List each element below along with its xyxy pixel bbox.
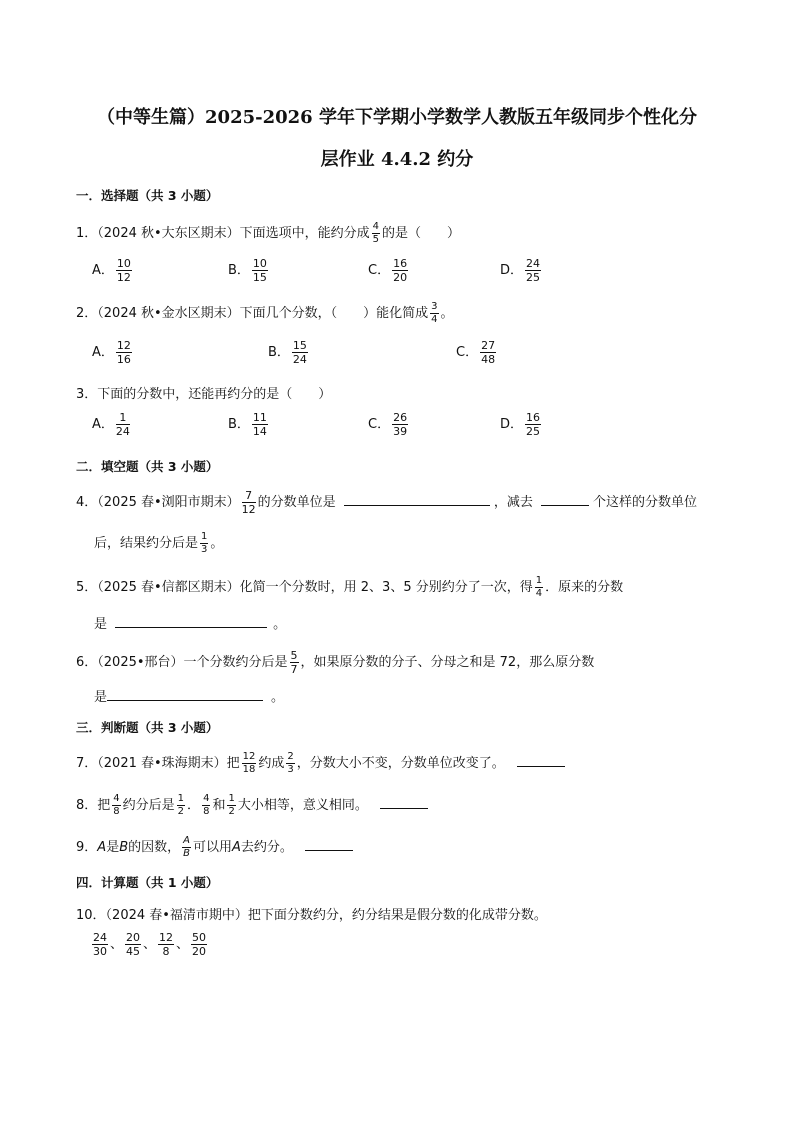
fraction: $\frac{12}{16}$ [116, 339, 131, 366]
fraction: $\frac{4}{8}$ [203, 793, 210, 817]
section-heading-choice: 一．选择题（共 3 小题） [76, 188, 219, 203]
fraction: $\frac{11}{14}$ [252, 411, 267, 438]
fraction: $\frac{A}{B}$ [183, 835, 190, 859]
option-3c[interactable]: C． $\frac{26}{39}$ [368, 411, 408, 438]
answer-blank[interactable] [107, 690, 263, 701]
fraction: $\frac{2}{3}$ [287, 751, 294, 775]
page-title-line-1: （中等生篇）2025-2026 学年下学期小学数学人教版五年级同步个性化分 [97, 107, 697, 128]
question-5-line-2: 是 。 [94, 617, 287, 632]
option-2a[interactable]: A． $\frac{12}{16}$ [92, 339, 131, 366]
fraction: $\frac{1}{2}$ [228, 793, 235, 817]
option-1b[interactable]: B． $\frac{10}{15}$ [228, 257, 267, 284]
question-10: 10．（2024 春•福清市期中）把下面分数约分，约分结果是假分数的化成带分数。 [76, 908, 547, 923]
question-5: 5．（2025 春•信都区期末）化简一个分数时，用 2、3、5 分别约分了一次，得 $\frac{1}{4}$ ．原来的分数 [76, 575, 624, 599]
option-3d[interactable]: D． $\frac{16}{25}$ [500, 411, 541, 438]
option-3a[interactable]: A． $\frac{1}{24}$ [92, 411, 130, 438]
question-6-line-2: 是 。 [94, 690, 285, 705]
question-9: 9．A是B的因数， $\frac{A}{B}$ 可以用A去约分。 [76, 836, 353, 859]
question-2: 2．（2024 秋•金水区期末）下面几个分数，（ ）能化简成 $\frac{3}{4}$ 。 [76, 301, 454, 325]
fraction: $\frac{1}{4}$ [535, 575, 543, 599]
question-1-prefix: 1．（2024 秋•大东区期末）下面选项中，能约分成 [76, 226, 370, 241]
fraction: $\frac{27}{48}$ [481, 339, 496, 366]
question-4: 4．（2025 春•浏阳市期末） $\frac{7}{12}$ 的分数单位是 ，减去 个这样的分数单位 [76, 489, 697, 516]
question-4-line-2: 后，结果约分后是 $\frac{1}{3}$ 。 [94, 531, 224, 555]
fraction: $\frac{1}{2}$ [177, 793, 185, 817]
question-1-suffix: 的是（ ） [382, 226, 461, 241]
fraction: $\frac{24}{30}$ [93, 931, 107, 958]
answer-blank[interactable] [380, 798, 428, 809]
option-2b[interactable]: B． $\frac{15}{24}$ [268, 339, 307, 366]
question-7: 7．（2021 春•珠海期末）把 $\frac{12}{18}$ 约成 $\frac{2}{3}$ ，分数大小不变，分数单位改变了。 [76, 752, 565, 775]
option-3b[interactable]: B． $\frac{11}{14}$ [228, 411, 267, 438]
fraction: $\frac{4}{5}$ [372, 221, 380, 245]
fraction: $\frac{12}{18}$ [242, 751, 256, 775]
answer-blank[interactable] [115, 617, 267, 628]
fraction: $\frac{50}{20}$ [192, 931, 207, 958]
fraction: $\frac{3}{4}$ [431, 301, 438, 325]
fraction: $\frac{12}{8}$ [159, 931, 174, 958]
fraction: $\frac{1}{3}$ [201, 531, 208, 555]
fraction: $\frac{16}{20}$ [393, 257, 408, 284]
question-1 [76, 222, 460, 245]
page-title-line-2: 层作业 4.4.2 约分 [320, 149, 474, 170]
fraction: $\frac{10}{15}$ [252, 257, 267, 284]
fraction: $\frac{10}{12}$ [116, 257, 131, 284]
fraction: $\frac{5}{7}$ [290, 649, 298, 676]
fraction: $\frac{24}{25}$ [526, 257, 541, 284]
fraction: $\frac{20}{45}$ [126, 931, 141, 958]
answer-blank[interactable] [541, 495, 589, 506]
section-heading-fill: 二．填空题（共 3 小题） [76, 459, 219, 474]
question-2-prefix: 2．（2024 秋•金水区期末）下面几个分数，（ ）能化简成 [76, 306, 429, 321]
option-1a[interactable]: A． $\frac{10}{12}$ [92, 257, 131, 284]
fraction: $\frac{7}{12}$ [241, 489, 256, 516]
fraction: $\frac{4}{8}$ [113, 793, 120, 817]
fraction: $\frac{15}{24}$ [292, 339, 307, 366]
answer-blank[interactable] [305, 840, 353, 851]
fraction: $\frac{1}{24}$ [115, 411, 130, 438]
question-3: 3．下面的分数中，还能再约分的是（ ） [76, 387, 332, 402]
section-heading-calc: 四．计算题（共 1 小题） [76, 875, 219, 890]
question-6: 6．（2025•邢台）一个分数约分后是 $\frac{5}{7}$ ，如果原分数的分子、分母之和是 72，那么原分数 [76, 649, 595, 676]
option-1d[interactable]: D． $\frac{24}{25}$ [500, 257, 541, 284]
answer-blank[interactable] [344, 495, 490, 506]
question-8: 8．把 $\frac{4}{8}$ 约分后是 $\frac{1}{2}$ ． $\frac{4}{8}$ 和 $\frac{1}{2}$ 大小相等，意义相同。 [76, 794, 428, 817]
section-heading-judge: 三．判断题（共 3 小题） [76, 720, 219, 735]
question-10-fractions: $\frac{24}{30}$ 、 $\frac{20}{45}$ 、 $\frac{12}{8}$ 、 $\frac{50}{20}$ [93, 931, 207, 958]
option-1c[interactable]: C． $\frac{16}{20}$ [368, 257, 408, 284]
fraction: $\frac{26}{39}$ [393, 411, 408, 438]
answer-blank[interactable] [517, 756, 565, 767]
option-2c[interactable]: C． $\frac{27}{48}$ [456, 339, 496, 366]
fraction: $\frac{16}{25}$ [526, 411, 541, 438]
